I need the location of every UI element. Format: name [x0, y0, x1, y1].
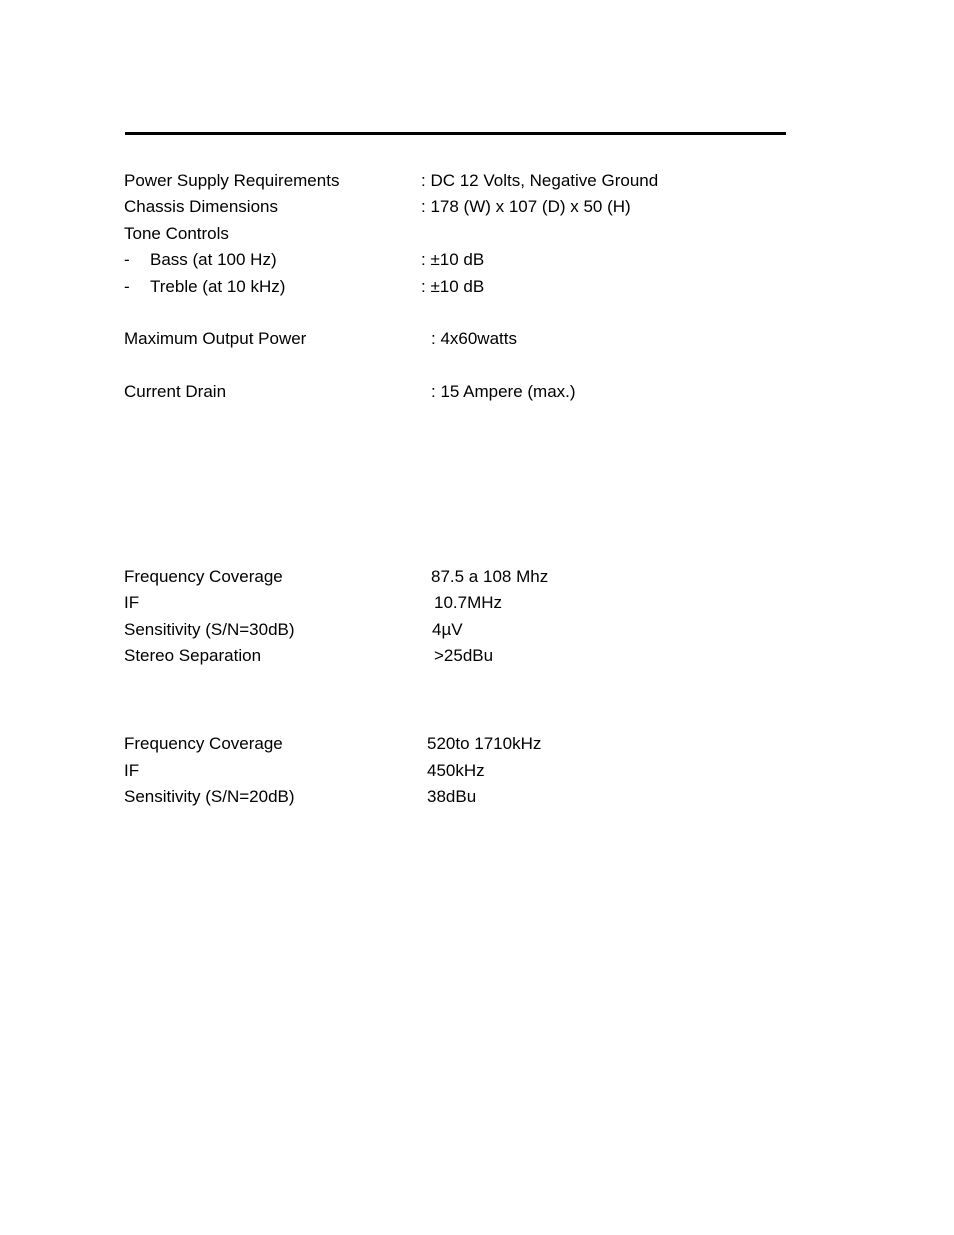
power-supply-value: : DC 12 Volts, Negative Ground: [421, 171, 659, 190]
am-frequency-label: Frequency Coverage: [124, 734, 283, 753]
fm-stereo-separation-label: Stereo Separation: [124, 646, 262, 665]
max-output-label: Maximum Output Power: [124, 329, 307, 348]
am-if-label: IF: [124, 761, 140, 780]
treble-value: : ±10 dB: [421, 277, 485, 296]
am-sensitivity-value: 38dBu: [427, 787, 477, 806]
max-output-value: : 4x60watts: [431, 329, 517, 348]
fm-frequency-value: 87.5 a 108 Mhz: [431, 567, 549, 586]
tone-controls-label: Tone Controls: [124, 224, 229, 243]
fm-frequency-label: Frequency Coverage: [124, 567, 283, 586]
current-drain-label: Current Drain: [124, 382, 227, 401]
fm-sensitivity-value: 4µV: [432, 620, 463, 639]
fm-sensitivity-label: Sensitivity (S/N=30dB): [124, 620, 295, 639]
fm-if-value: 10.7MHz: [434, 593, 503, 612]
bass-label: Bass (at 100 Hz): [150, 250, 277, 269]
am-if-value: 450kHz: [427, 761, 485, 780]
am-sensitivity-label: Sensitivity (S/N=20dB): [124, 787, 295, 806]
chassis-value: : 178 (W) x 107 (D) x 50 (H): [421, 197, 631, 216]
fm-stereo-separation-value: >25dBu: [434, 646, 494, 665]
current-drain-value: : 15 Ampere (max.): [431, 382, 576, 401]
am-frequency-value: 520to 1710kHz: [427, 734, 542, 753]
power-supply-label: Power Supply Requirements: [124, 171, 340, 190]
fm-if-label: IF: [124, 593, 140, 612]
bass-value: : ±10 dB: [421, 250, 485, 269]
bass-dash: -: [124, 250, 130, 269]
header-rule: [125, 132, 786, 135]
treble-label: Treble (at 10 kHz): [150, 277, 286, 296]
treble-dash: -: [124, 277, 130, 296]
chassis-label: Chassis Dimensions: [124, 197, 278, 216]
